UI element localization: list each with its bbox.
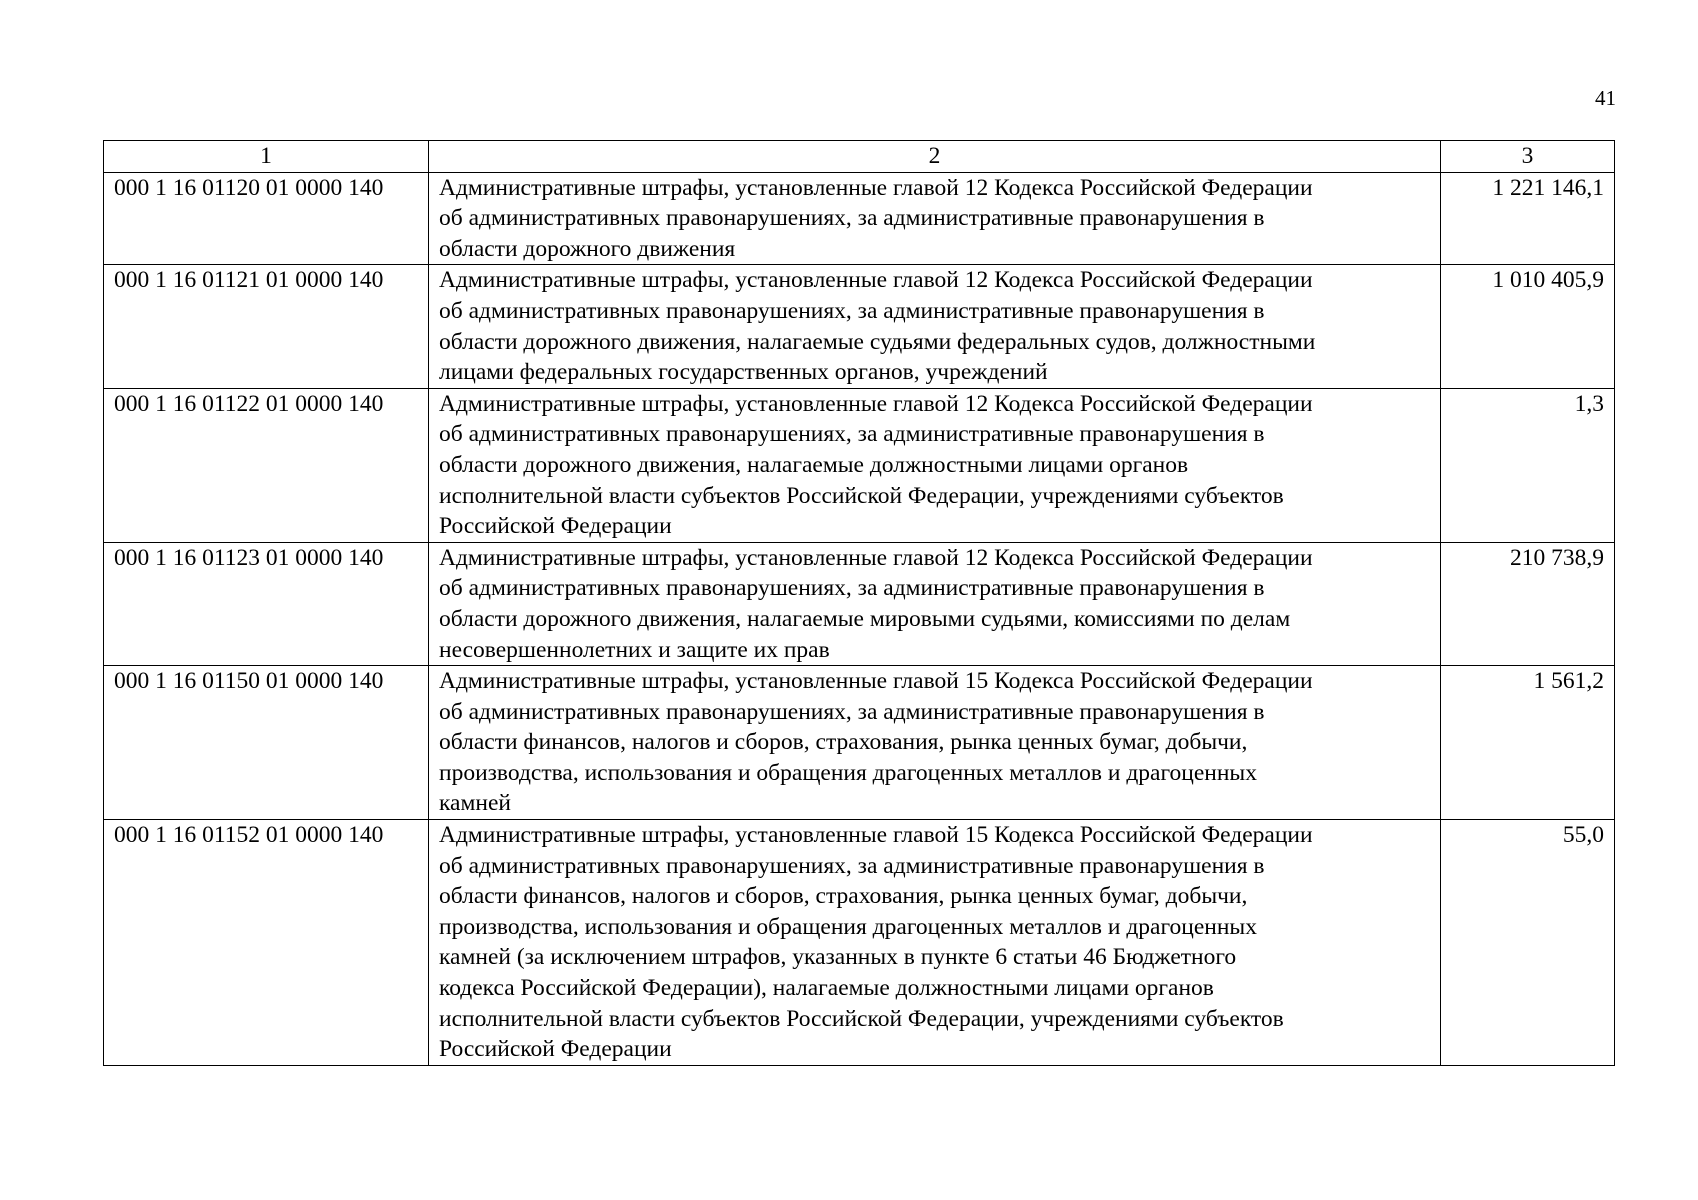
revenue-code: 000 1 16 01121 01 0000 140 — [104, 265, 429, 388]
table-row — [104, 388, 1615, 542]
description-line: об административных правонарушениях, за административные правонарушения в — [439, 698, 1265, 725]
description-line: производства, использования и обращения драгоценных металлов и драгоценных — [439, 913, 1257, 940]
description-line: лицами федеральных государственных органов, учреждений — [439, 359, 1048, 386]
table-row — [104, 172, 1615, 265]
description-line: об административных правонарушениях, за административные правонарушения в — [439, 205, 1265, 232]
table-row — [104, 542, 1615, 665]
description-line: камней — [439, 790, 511, 817]
description-line: Административные штрафы, установленные главой 12 Кодекса Российской Федерации — [439, 267, 1313, 294]
description-line: камней (за исключением штрафов, указанных в пункте 6 статьи 46 Бюджетного — [439, 944, 1237, 971]
description-line: Административные штрафы, установленные главой 12 Кодекса Российской Федерации — [439, 544, 1313, 571]
description-line: об административных правонарушениях, за административные правонарушения в — [439, 297, 1265, 324]
revenue-description — [429, 666, 1441, 820]
revenue-code: 000 1 16 01122 01 0000 140 — [104, 388, 429, 542]
column-header-code: 1 — [104, 141, 429, 173]
description-line: исполнительной власти субъектов Российской Федерации, учреждениями субъектов — [439, 1005, 1284, 1032]
description-line: области финансов, налогов и сборов, страхования, рынка ценных бумаг, добычи, — [439, 883, 1248, 910]
description-line: Административные штрафы, установленные главой 12 Кодекса Российской Федерации — [439, 390, 1313, 417]
table-row — [104, 820, 1615, 1066]
revenue-amount: 1 561,2 — [1441, 666, 1615, 820]
description-line: области дорожного движения, налагаемые должностными лицами органов — [439, 451, 1189, 478]
page-number: 41 — [1595, 86, 1616, 110]
revenue-amount: 210 738,9 — [1441, 542, 1615, 665]
description-line: Российской Федерации — [439, 513, 672, 540]
description-line: исполнительной власти субъектов Российской Федерации, учреждениями субъектов — [439, 482, 1284, 509]
column-header-amount: 3 — [1441, 141, 1615, 173]
table-body — [104, 172, 1615, 1065]
description-line: Административные штрафы, установленные главой 15 Кодекса Российской Федерации — [439, 822, 1313, 849]
description-line: области дорожного движения, налагаемые судьями федеральных судов, должностными — [439, 328, 1316, 355]
revenue-amount: 1,3 — [1441, 388, 1615, 542]
description-line: несовершеннолетних и защите их прав — [439, 636, 830, 663]
description-line: Административные штрафы, установленные главой 15 Кодекса Российской Федерации — [439, 668, 1313, 695]
revenue-description — [429, 820, 1441, 1066]
table-header-row — [104, 141, 1615, 173]
revenue-amount: 55,0 — [1441, 820, 1615, 1066]
revenue-amount: 1 010 405,9 — [1441, 265, 1615, 388]
description-line: области дорожного движения — [439, 235, 736, 262]
revenue-code: 000 1 16 01152 01 0000 140 — [104, 820, 429, 1066]
revenue-code: 000 1 16 01123 01 0000 140 — [104, 542, 429, 665]
description-line: области финансов, налогов и сборов, страхования, рынка ценных бумаг, добычи, — [439, 729, 1248, 756]
revenue-description — [429, 265, 1441, 388]
revenue-code: 000 1 16 01150 01 0000 140 — [104, 666, 429, 820]
revenue-code: 000 1 16 01120 01 0000 140 — [104, 172, 429, 265]
description-line: кодекса Российской Федерации), налагаемые должностными лицами органов — [439, 975, 1214, 1002]
description-line: Административные штрафы, установленные главой 12 Кодекса Российской Федерации — [439, 174, 1313, 201]
description-line: производства, использования и обращения драгоценных металлов и драгоценных — [439, 759, 1257, 786]
revenue-description — [429, 172, 1441, 265]
description-line: об административных правонарушениях, за административные правонарушения в — [439, 852, 1265, 879]
table-row — [104, 265, 1615, 388]
revenue-description — [429, 388, 1441, 542]
description-line: области дорожного движения, налагаемые мировыми судьями, комиссиями по делам — [439, 605, 1291, 632]
description-line: об административных правонарушениях, за административные правонарушения в — [439, 575, 1265, 602]
column-header-description: 2 — [429, 141, 1441, 173]
description-line: Российской Федерации — [439, 1036, 672, 1063]
description-line: об административных правонарушениях, за административные правонарушения в — [439, 421, 1265, 448]
revenue-amount: 1 221 146,1 — [1441, 172, 1615, 265]
revenue-table — [103, 140, 1615, 1066]
revenue-description — [429, 542, 1441, 665]
table-row — [104, 666, 1615, 820]
